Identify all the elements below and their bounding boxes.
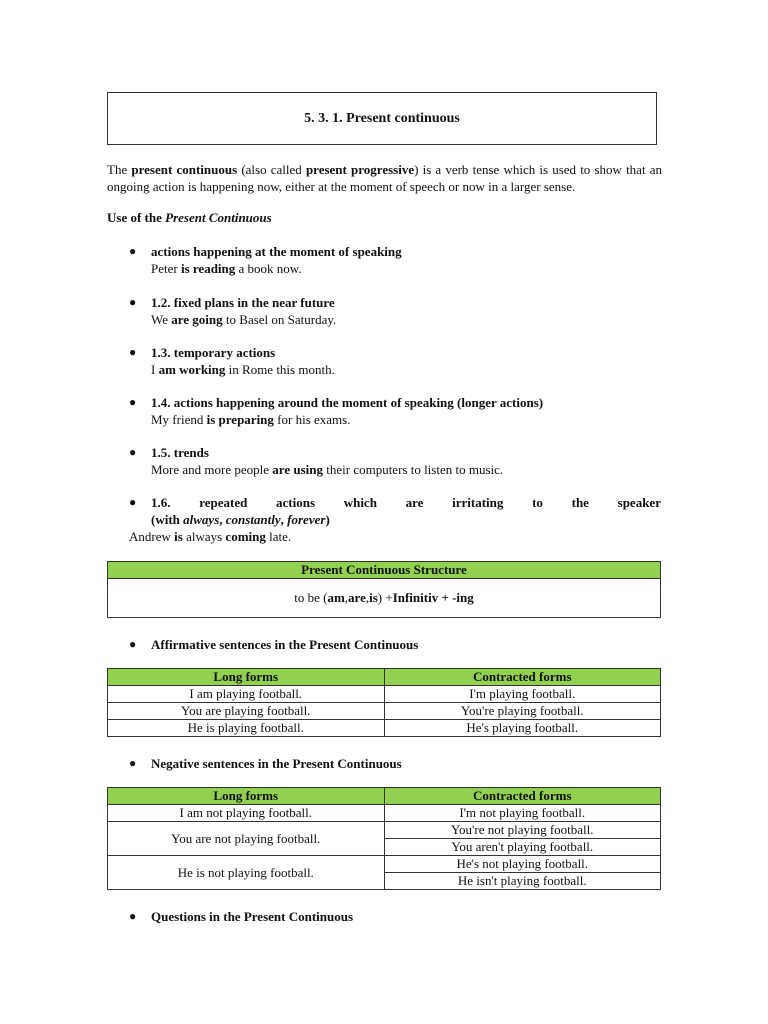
table-cell: I am not playing football.: [108, 805, 385, 822]
example-text: to Basel on Saturday.: [222, 312, 337, 327]
structure-box: [107, 561, 661, 618]
example-verb: is preparing: [206, 412, 274, 427]
heading-word: to: [532, 495, 543, 510]
table-cell: He is playing football.: [108, 720, 385, 737]
structure-formula: [108, 579, 660, 617]
column-header: Long forms: [108, 788, 385, 805]
affirmative-table: [107, 668, 661, 737]
column-header: Contracted forms: [384, 788, 661, 805]
heading-word: speaker: [617, 495, 661, 510]
use-item: [129, 394, 661, 428]
table-row: [108, 805, 661, 822]
negative-table: [107, 787, 661, 890]
use-heading: [107, 210, 272, 226]
use-item-heading: 1.3. temporary actions: [151, 345, 276, 360]
use-item: [129, 243, 661, 277]
example-text: I: [151, 362, 159, 377]
bullet-icon: ●: [129, 909, 137, 923]
bullet-icon: ●: [129, 637, 137, 651]
heading-text: ): [325, 512, 330, 527]
use-item-example: [129, 528, 291, 545]
formula-text: to be (: [294, 590, 328, 605]
use-item: [129, 444, 661, 478]
use-item-heading: actions happening at the moment of speaking: [151, 244, 402, 259]
formula-bold: am: [327, 590, 345, 605]
example-text: More and more people: [151, 462, 273, 477]
use-heading-prefix: Use of the: [107, 210, 166, 225]
section-label: Questions in the Present Continuous: [151, 909, 354, 924]
example-verb: are using: [272, 462, 323, 477]
example-text: We: [151, 312, 172, 327]
use-item-example: [151, 361, 661, 378]
intro-text: ) is a verb tense which is used to show that an ongoing action is happening now, either at the moment of speech or now in a larger sense.: [107, 162, 662, 194]
bullet-icon: ●: [129, 244, 137, 258]
table-cell: I'm playing football.: [384, 686, 661, 703]
bullet-icon: ●: [129, 295, 137, 309]
example-text: always: [182, 529, 226, 544]
use-item-heading: 1.5. trends: [151, 445, 209, 460]
use-item-example: [151, 260, 661, 277]
table-cell: I'm not playing football.: [384, 805, 661, 822]
column-header: Long forms: [108, 669, 385, 686]
use-item-example: [151, 461, 661, 478]
example-text: for his exams.: [273, 412, 351, 427]
formula-bold: are: [348, 590, 366, 605]
table-row: [108, 856, 661, 873]
table-header-row: [108, 788, 661, 805]
heading-word: 1.6.: [151, 495, 171, 510]
table-row: [108, 703, 661, 720]
table-header-row: [108, 669, 661, 686]
heading-word: the: [571, 495, 589, 510]
use-item-example: [151, 411, 661, 428]
heading-text: (with: [151, 512, 184, 527]
adverb: always: [183, 512, 220, 527]
table-cell: He's not playing football.: [384, 856, 661, 873]
section-label: Affirmative sentences in the Present Continuous: [151, 637, 419, 652]
bullet-icon: ●: [129, 495, 137, 509]
example-verb: are going: [171, 312, 223, 327]
column-header: Contracted forms: [384, 669, 661, 686]
bullet-icon: ●: [129, 445, 137, 459]
use-item: [129, 344, 661, 378]
table-row: [108, 686, 661, 703]
heading-text: ,: [280, 512, 288, 527]
use-item: [129, 494, 661, 528]
heading-word: irritating: [452, 495, 504, 510]
formula-text: ) +: [377, 590, 393, 605]
bullet-icon: ●: [129, 345, 137, 359]
affirmative-heading: [129, 636, 418, 653]
section-title: [107, 92, 657, 145]
table-cell: You're playing football.: [384, 703, 661, 720]
table-cell: You are playing football.: [108, 703, 385, 720]
adverb: forever: [287, 512, 326, 527]
intro-text: (also called: [237, 162, 306, 177]
intro-term: present progressive: [305, 162, 415, 177]
adverb: constantly: [225, 512, 281, 527]
table-cell: He's playing football.: [384, 720, 661, 737]
heading-word: are: [405, 495, 424, 510]
heading-word: actions: [276, 495, 316, 510]
example-verb: is reading: [180, 261, 236, 276]
use-heading-italic: Present Continuous: [165, 210, 272, 225]
heading-word: which: [343, 495, 377, 510]
example-text: a book now.: [235, 261, 302, 276]
example-verb: is: [174, 529, 183, 544]
table-cell: I am playing football.: [108, 686, 385, 703]
table-cell: He isn't playing football.: [384, 873, 661, 890]
questions-heading: [129, 908, 353, 925]
intro-paragraph: [107, 161, 662, 195]
table-cell: He is not playing football.: [108, 856, 385, 890]
example-text: in Rome this month.: [225, 362, 335, 377]
use-item-heading-cont: [151, 511, 661, 528]
formula-text: ,: [365, 590, 370, 605]
formula-text: ,: [344, 590, 349, 605]
negative-heading: [129, 755, 402, 772]
example-text: Peter: [151, 261, 181, 276]
table-row: [108, 720, 661, 737]
example-text: late.: [265, 529, 292, 544]
heading-text: ,: [219, 512, 226, 527]
intro-text: The: [107, 162, 132, 177]
formula-bold: is: [369, 590, 378, 605]
table-cell: You are not playing football.: [108, 822, 385, 856]
example-text: My friend: [151, 412, 207, 427]
example-verb: am working: [158, 362, 226, 377]
intro-term: present continuous: [131, 162, 238, 177]
example-text: their computers to listen to music.: [322, 462, 504, 477]
use-item-heading: 1.2. fixed plans in the near future: [151, 295, 335, 310]
formula-bold: Infinitiv + -ing: [392, 590, 474, 605]
bullet-icon: ●: [129, 395, 137, 409]
use-item-example: [151, 311, 661, 328]
bullet-icon: ●: [129, 756, 137, 770]
table-cell: You aren't playing football.: [384, 839, 661, 856]
use-item: [129, 294, 661, 328]
section-title-text: 5. 3. 1. Present continuous: [304, 110, 460, 126]
example-text: Andrew: [129, 529, 175, 544]
section-label: Negative sentences in the Present Continuous: [151, 756, 402, 771]
table-cell: You're not playing football.: [384, 822, 661, 839]
table-row: [108, 822, 661, 839]
heading-word: repeated: [199, 495, 248, 510]
structure-header: Present Continuous Structure: [108, 562, 660, 579]
use-item-heading: [151, 494, 661, 511]
use-item-heading: 1.4. actions happening around the moment of speaking (longer actions): [151, 395, 544, 410]
example-verb: coming: [225, 529, 266, 544]
